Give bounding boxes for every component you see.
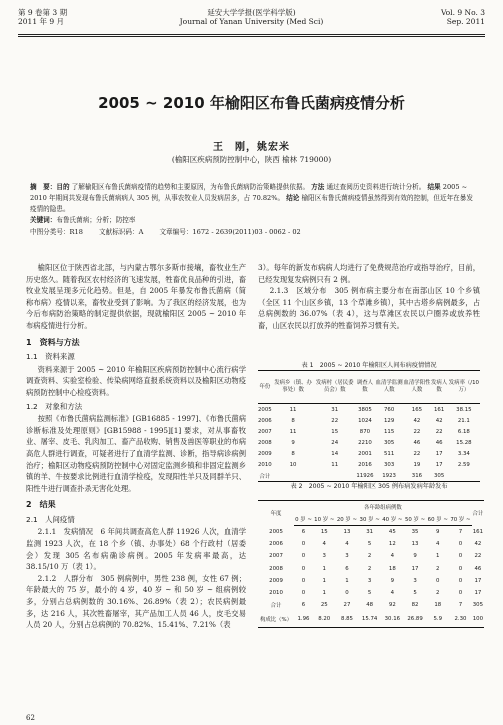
table2-cell: 25 — [320, 602, 328, 609]
table1-row — [258, 426, 480, 437]
table1-header: 血清学阳性人数 — [403, 380, 431, 393]
table1-cell: 46 — [413, 439, 421, 446]
table2-cell: 17 — [474, 577, 482, 584]
table1-cell: 9 — [291, 439, 295, 446]
table2-cell: 2006 — [269, 541, 283, 548]
table2-age-header: 20 岁 ~ — [336, 513, 359, 526]
table1-cell: 22 — [435, 428, 443, 435]
table2-cell: 0 — [301, 577, 306, 584]
table2-cell: 13 — [343, 529, 351, 536]
table2-row — [258, 538, 484, 550]
table2-cell: 82 — [411, 602, 419, 609]
table1-cell: 1024 — [358, 417, 372, 424]
table2-age-header: 70 岁 ~ — [449, 513, 472, 526]
paragraph-1-2: 按照《布鲁氏菌病监测标准》[GB16885 - 1997]、《布鲁氏菌病诊断标准及处理原则》[GB15988 - 1995][1] 要求，对从事畜牧业、屠宰、皮毛、乳肉加工、畜产品收购、销售及兽医等职业的布病高危人群进行调查，可疑者进行了血清学监测、诊断，指导病诊病例治疗；榆阳区动物疫病预防控制中心对固定监测乡镇和非固定监测乡镇的羊、牛按要求比例进行血清学检疫，发现阳性羊只及同群羊只、阳性牛进行调查扑杀无害化处理。 — [26, 414, 246, 493]
table1-cell: 11 — [331, 461, 339, 468]
article-affiliation: (榆阳区疾病预防控制中心，陕西 榆林 719000) — [171, 155, 332, 164]
keywords-label: 关键词： — [30, 216, 57, 224]
section-heading-2: 2 结果 — [26, 500, 56, 510]
table2-cell: 2.30 — [449, 611, 472, 628]
table2-cell: 17 — [474, 590, 482, 597]
table1-header: 发病率（/10 万） — [448, 380, 479, 393]
table2-cell: 46 — [474, 565, 482, 572]
header-rule — [18, 34, 485, 35]
table1-cell: 2001 — [358, 450, 372, 457]
table2-cell: 2009 — [269, 577, 283, 584]
table1-cell: 8 — [291, 417, 295, 424]
keywords-line — [30, 215, 473, 226]
date-en: Sep. 2011 — [446, 17, 485, 26]
table1-cell: 303 — [383, 461, 395, 468]
paragraph-continued: 3）。每年的新发布病病人均进行了免费规范治疗或指导治疗，目前，已经发现复发病例只有 2 例。 — [258, 263, 480, 284]
article-title: 2005 ~ 2010 年榆阳区布鲁氏菌病疫情分析 — [98, 94, 405, 112]
table2-year-header: 年度 — [270, 511, 282, 518]
abstract-method: 通过查阅历史资料进行统计分析。 — [326, 183, 426, 191]
header-center — [18, 8, 485, 26]
table1-cell: 8 — [291, 450, 295, 457]
table2-cell: 30.16 — [381, 611, 404, 628]
table2-cell: 305 — [472, 602, 484, 609]
table2-cell: 42 — [474, 541, 482, 548]
table2-cell: 0 — [301, 565, 306, 572]
table2-cell: 6 — [345, 565, 349, 572]
article-id: 文章编号：1672 - 2639(2011)03 - 0062 - 02 — [159, 228, 301, 236]
table1-cell: 129 — [383, 417, 395, 424]
table2-age-header: 60 岁 ~ — [426, 513, 449, 526]
table2-cell: 1.96 — [294, 611, 313, 628]
table1-cell: 760 — [383, 406, 395, 413]
abstract-method-label: 方法 — [311, 183, 325, 191]
header-rule-thin — [18, 36, 485, 37]
table2-cell: 0 — [436, 577, 440, 584]
table2-cell: 15 — [320, 529, 328, 536]
table2-cell: 2 — [367, 553, 372, 560]
table2-cell: 31 — [366, 529, 374, 536]
volume-cn: 第 9 卷第 3 期 — [18, 8, 68, 17]
table2-total-header: 合计 — [472, 511, 484, 518]
table1-header: 发病村（居民委员会）数 — [315, 380, 354, 393]
table1-cell: 2009 — [258, 450, 272, 457]
table2-cell: 26.89 — [404, 611, 427, 628]
table2-cell: 7 — [458, 529, 463, 536]
table1-total-row — [258, 470, 480, 482]
table2-row — [258, 550, 484, 562]
table1-cell: 15 — [331, 428, 339, 435]
table2-group-header: 各年龄组病例数 — [364, 505, 402, 511]
table1-cell: 2008 — [258, 439, 272, 446]
table2-cell: 3 — [367, 577, 372, 584]
table2-cell: 0 — [458, 577, 463, 584]
table2-cell: 8.85 — [336, 611, 359, 628]
table2-cell: 18 — [434, 602, 442, 609]
table1-total-cell: 316 — [411, 472, 423, 479]
table1-cell: 3.34 — [457, 450, 470, 457]
table2-row — [258, 575, 484, 587]
table2-cell: 7 — [458, 602, 463, 609]
table2-cell: 4 — [436, 541, 440, 548]
table1-cell: 305 — [383, 439, 395, 446]
table1-cell: 11 — [289, 428, 297, 435]
table1-row — [258, 459, 480, 470]
table2-cell: 1 — [436, 553, 440, 560]
abstract-conclusion-label: 结论 — [286, 194, 300, 202]
table1-total-cell: 11926 — [356, 472, 374, 479]
table2-row — [258, 563, 484, 575]
table2-cell: 15.74 — [358, 611, 381, 628]
table1-cell: 42 — [413, 417, 421, 424]
table2-body — [258, 526, 484, 628]
table1-cell: 22 — [413, 428, 421, 435]
paragraph-1-1: 资料来源于 2005 ~ 2010 年榆阳区疾病预防控制中心流行病学调查资料、实验室检验、传染病网络直报系统资料以及榆阳区动物疫病预防控制中心检疫资料。 — [26, 364, 246, 397]
table1-cell: 2005 — [258, 406, 272, 413]
table2-cell: 5 — [367, 541, 372, 548]
table1-cell: 2010 — [258, 461, 272, 468]
table1-header-row — [258, 371, 480, 404]
keywords: 布鲁氏菌病；分析；防控率 — [56, 216, 136, 224]
right-column — [258, 262, 480, 332]
table2-cell: 17 — [411, 565, 419, 572]
header-right — [441, 8, 485, 26]
article-authors: 王 刚，姚宏米 — [213, 142, 290, 153]
abstract-label: 摘 要： — [30, 183, 57, 191]
table1-body — [258, 404, 480, 482]
section-heading-1-2: 1.2 对象和方法 — [26, 401, 83, 411]
table1-row — [258, 404, 480, 416]
table2-cell: 6 — [301, 529, 306, 536]
table2-cell: 1 — [322, 565, 326, 572]
table2-cell: 9 — [390, 577, 395, 584]
volume-en: Vol. 9 No. 3 — [440, 8, 485, 17]
paragraph-2-1-2: 2.1.2 人群分布 305 例病例中，男性 238 例，女性 67 例；年龄最大的 75 岁，最小的 4 岁，40 岁 ~ 和 50 岁 ~ 组病例较多，分别占总病例数的 30.16%、26.89%（表 2）；农民病例最多，达 216 人，其次牲畜屠宰，其产品加工人员 46 人，皮毛交易人员 20 人，分别占总病例的 70.82%、15.41%、7.21%（表 — [26, 573, 246, 630]
running-header — [18, 8, 485, 34]
table1-row — [258, 415, 480, 426]
table2-cell: 2005 — [269, 528, 283, 535]
table1-cell: 21.1 — [457, 417, 470, 424]
table1-cell: 115 — [383, 428, 395, 435]
table1-cell: 22 — [413, 450, 421, 457]
table1-cell: 511 — [383, 450, 395, 457]
table2-cell: 2007 — [269, 553, 283, 560]
table2-cell: 45 — [388, 529, 396, 536]
table2-age-header: 10 岁 ~ — [313, 513, 336, 526]
table2-cell: 9 — [436, 529, 440, 536]
paragraph-2-1-1: 2.1.1 发病情况 6 年间共调查高危人群 11926 人次，血清学监测 1923 人次，在 18 个乡（镇、办事处）68 个行政村（居委会）发现 305 名布病确诊病例。2005 年发病率最高，达 38.15/10 万（表 1）。 — [26, 527, 246, 572]
table2-cell: 4 — [390, 553, 395, 560]
table2-row — [258, 587, 484, 599]
table2-age-header: 0 岁 ~ — [294, 513, 313, 526]
table1-cell: 2016 — [358, 461, 372, 468]
table2-row — [258, 599, 484, 611]
abstract-text — [30, 182, 473, 215]
abstract-conclusion: 榆阳区布鲁氏菌病疫情虽然得到有效的控制，但近年在暴发疫情的隐患。 — [30, 194, 473, 213]
table2-cell: 0 — [458, 541, 463, 548]
table1-cell: 2210 — [358, 439, 372, 446]
table2-cell: 161 — [472, 528, 484, 535]
section-heading-2-1: 2.1 人间疫情 — [26, 514, 75, 524]
table2-cell: 6 — [301, 602, 306, 609]
table2-cell: 1 — [322, 577, 326, 584]
table1-cell: 42 — [435, 417, 443, 424]
table1-cell: 22 — [331, 417, 339, 424]
table1-cell: 17 — [435, 461, 443, 468]
table1-total-cell: 305 — [433, 472, 445, 479]
section-heading-1: 1 资料与方法 — [26, 337, 80, 347]
left-column — [26, 262, 246, 631]
section-heading-1-1: 1.1 资料来源 — [26, 352, 75, 362]
table2-cell: 8.20 — [313, 611, 336, 628]
abstract-goal-label: 目的 — [56, 183, 70, 191]
table1-cell: 11 — [289, 406, 297, 413]
table2-cell: 18 — [388, 565, 396, 572]
table1-header: 发病乡（镇、办事处）数 — [274, 380, 312, 393]
table2-cell: 2008 — [269, 565, 283, 572]
table2-cell: 0 — [301, 541, 306, 548]
abstract-goal: 了解榆阳区布鲁氏菌病疫情的趋势和主要原因，为布鲁氏菌病防治策略提供依据。 — [71, 183, 310, 191]
table2-cell: 1 — [345, 577, 349, 584]
date-cn: 2011 年 9 月 — [18, 17, 65, 26]
table2-cell: 3 — [322, 553, 326, 560]
table2-cell: 13 — [411, 541, 419, 548]
table2-cell: 2 — [367, 565, 372, 572]
table2-cell: 0 — [458, 590, 463, 597]
table1-total-cell: 1923 — [382, 472, 396, 479]
abstract-result-label: 结果 — [427, 183, 441, 191]
table1-total-cell: 合计 — [259, 473, 271, 480]
table2-cell: 27 — [343, 602, 351, 609]
table2-cell: 3 — [413, 577, 417, 584]
table2-cell: 3 — [345, 553, 349, 560]
table2 — [258, 500, 484, 628]
clc-number: 中图分类号：R18 — [30, 228, 83, 236]
table2-age-header: 50 岁 ~ — [404, 513, 427, 526]
table2-cell: 5 — [413, 590, 417, 597]
table1-header: 调查人数 — [356, 380, 374, 393]
table1-cell: 38.15 — [456, 406, 472, 413]
table2-cell: 4 — [322, 541, 326, 548]
table1-header: 发病人数 — [431, 380, 448, 393]
table2-cell: 构成比（%） — [258, 611, 294, 628]
table1-cell: 31 — [331, 406, 339, 413]
table2-cell: 合计 — [270, 603, 282, 610]
table1-cell: 17 — [435, 450, 443, 457]
page-number: 62 — [26, 714, 35, 722]
table1-caption: 表 1 2005 ~ 2010 年榆阳区人间布病疫情情况 — [301, 362, 437, 369]
table1-cell: 3805 — [358, 406, 372, 413]
abstract-result: 2005 ~ 2010 年期间共发现布鲁氏菌病病人 305 例，从事农牧业人员发病居多，占 70.82%。 — [30, 183, 468, 202]
table1-cell: 24 — [331, 439, 339, 446]
table2-cell: 0 — [345, 590, 349, 597]
table1-cell: 161 — [433, 406, 445, 413]
table2-age-header: 40 岁 ~ — [381, 513, 404, 526]
table1-cell: 46 — [435, 439, 443, 446]
table1-cell: 14 — [331, 450, 339, 457]
paragraph-2-1-3: 2.1.3 区域分布 305 例布病主要分布在南部山区 10 个乡镇（全区 11 个山区乡镇，13 个草滩乡镇），其中古塔乡病例最多，占总病例数的 36.07%（表 4），这与草滩区农民以户圈养或放养牲畜，山区农民以打放养的牲畜饲养习惯有关。 — [258, 286, 480, 330]
table2-row — [258, 611, 484, 628]
table1-cell: 2007 — [258, 428, 272, 435]
table2-cell: 22 — [474, 553, 482, 560]
table2-cell: 2 — [436, 565, 440, 572]
table2-cell: 48 — [366, 602, 374, 609]
table2-row — [258, 526, 484, 539]
table2-cell: 12 — [388, 541, 396, 548]
table2-cell: 2 — [436, 590, 440, 597]
table1-cell: 19 — [413, 461, 421, 468]
table1-header: 年份 — [259, 383, 271, 390]
classification-line — [30, 227, 473, 238]
table2-age-header: 30 岁 ~ — [358, 513, 381, 526]
table1-cell: 2.59 — [457, 461, 470, 468]
document-code: 文献标识码：A — [99, 228, 144, 236]
table2-cell: 5 — [367, 590, 372, 597]
table2-header-row — [258, 501, 484, 514]
table2-cell: 4 — [345, 541, 349, 548]
table2-cell: 35 — [411, 529, 419, 536]
table2-cell: 5.9 — [426, 611, 449, 628]
table1-cell: 165 — [411, 406, 423, 413]
table2-cell: 0 — [458, 553, 463, 560]
journal-name-cn: 延安大学学报(医学科学版) — [207, 8, 296, 17]
table1-cell: 6.18 — [457, 428, 470, 435]
table2-cell: 0 — [458, 565, 463, 572]
abstract-block — [30, 182, 473, 238]
table2-cell: 100 — [472, 611, 484, 628]
table2-cell: 9 — [413, 553, 417, 560]
table2-cell: 92 — [388, 602, 396, 609]
table2-cell: 1 — [322, 590, 326, 597]
table1 — [258, 370, 480, 482]
table1-row — [258, 437, 480, 448]
table1-cell: 10 — [289, 461, 297, 468]
table2-cell: 0 — [301, 590, 306, 597]
journal-name-en: Journal of Yanan University (Med Sci) — [179, 17, 324, 26]
table1-cell: 2006 — [258, 417, 272, 424]
table2-cell: 4 — [390, 590, 395, 597]
table1-cell: 15.28 — [456, 439, 472, 446]
table1-row — [258, 448, 480, 459]
intro-paragraph: 榆阳区位于陕西省北部，与内蒙古鄂尔多斯市接壤，畜牧业生产历史悠久。随着我区农村经济的飞速发展，牲畜优良品种的引进，畜牧业发展呈现多元化趋势。但是，自 2005 年暴发布鲁氏菌病（简称布病）疫情以来，畜牧业受到了影响。为了我区的经济发展，也为今后布病防治策略的制定提供依据，现就榆阳区 2005 ~ 2010 年布病疫情进行分析。 — [26, 263, 246, 330]
table2-caption: 表 2 2005 ~ 2010 年榆阳区 305 例布病发病年龄发布 — [290, 483, 448, 490]
table1-cell: 870 — [359, 428, 371, 435]
table2-cell: 0 — [301, 553, 306, 560]
table1-total-cell — [314, 470, 355, 482]
table1-header: 血清学监测人数 — [375, 380, 403, 393]
table1-total-cell — [448, 470, 480, 482]
table2-cell: 2010 — [269, 590, 283, 597]
table1-total-cell — [272, 470, 315, 482]
